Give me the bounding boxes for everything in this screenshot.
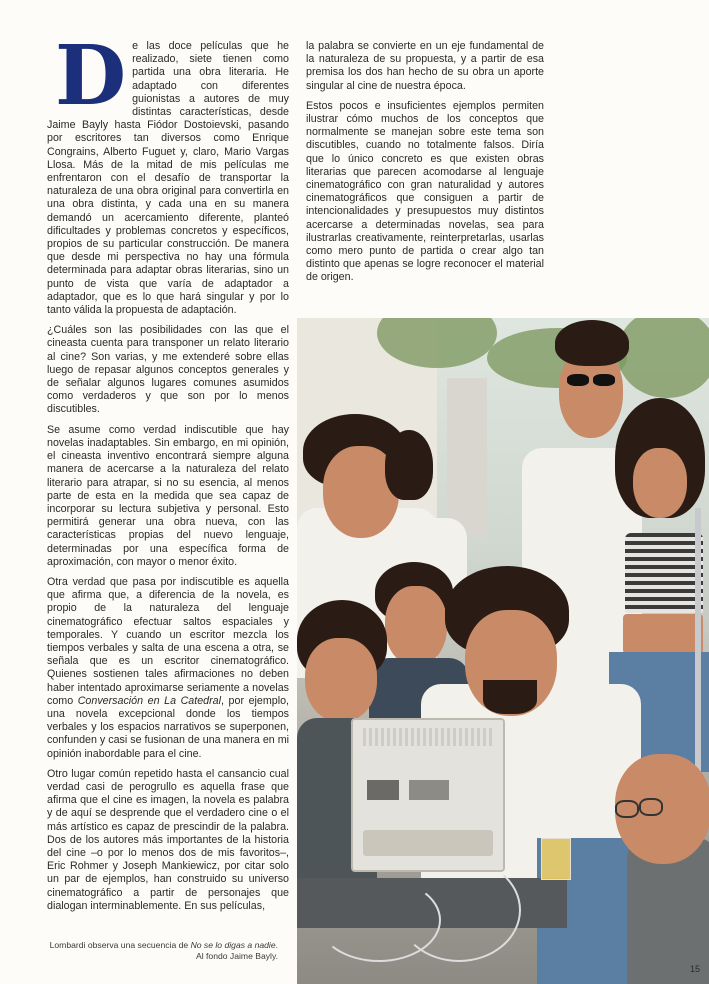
standing-man-hair	[555, 320, 629, 366]
dropcap-letter: D	[55, 28, 127, 124]
striped-top	[625, 533, 703, 613]
light-stand	[695, 508, 701, 808]
woman-right-face	[633, 448, 687, 518]
paragraph-1	[47, 28, 289, 317]
paragraph-3: Se asume como verdad indiscutible que hay novelas inadaptables. Sin embargo, en mi opinión, el cineasta inventivo encontrará siempre alguna manera de acercarse a la naturaleza del relato literario para atrapar, si no su esencia, al menos parte de esta en la medida que sea capaz de incorporar su lectura subjetiva y personal. Esto permitirá generar una obra nueva, con las características propias del nuevo lenguaje, determinadas por una específica forma de aproximación, con mayor o menor éxito.	[47, 423, 289, 568]
photo-caption	[40, 940, 278, 962]
paragraph-7: Estos pocos e insuficientes ejemplos permiten ilustrar cómo muchos de los conceptos que normalmente se manejan sobre este tema son discutibles, cuando no totalmente falsos. Diría que lo único concreto es que existen obras literarias que parecen acomodarse al lenguaje cinematográfico con gran naturalidad y autores cinematográficos que consiguen a partir de intencionalidades y presupuestos muy distintos acercarse a determinadas novelas, sea para ilustrarlas creativamente, reinterpretarlas, usarlas como mero punto de partida o crear algo tan distinto que apenas se logre reconocer el material de origen.	[306, 99, 544, 284]
paragraph-5: Otro lugar común repetido hasta el cansancio cual verdad casi de perogrullo es aquella frase que afirma que el cine es imagen, la novela es palabra y de aquí se desprende que el verdadero cine o el más artístico es capaz de prescindir de la palabra. Dos de los autores más importantes de la historia del cine –o por lo menos dos de mis favoritos–, Eric Rohmer y Joseph Mankiewicz, por citar solo un par de ejemplos, han construido su universo cinematográfico a partir de personajes que dialogan interminablemente. En sus películas,	[47, 767, 289, 912]
article-column-left	[47, 28, 289, 920]
monitor-label-plate	[367, 780, 399, 800]
woman-right-waist	[623, 614, 703, 654]
novel-title: Conversación en La Catedral	[77, 694, 221, 707]
caption-line-2: Al fondo Jaime Bayly.	[196, 951, 278, 961]
eyeglasses-icon	[615, 800, 639, 818]
paragraph-4: Otra verdad que pasa por indiscutible es aquella que afirma que, a diferencia de la novela, es propio de la naturaleza del lenguaje cinematográfico efectuar saltos espaciales y temporales. Y cuando un escritor mezcla los tiempos verbales y salta de una escena a otra, se señala que es un escritor cinematográfico. Quienes sostienen tales afirmaciones no deben haber intentado aproximarse seriamente a novelas como Conversación en La Catedral, por ejemplo, una novela excepcional donde los tiempos verbales y los espacios narrativos se superponen, confunden y casi se fusionan de una manera en mi opinión inabordable para el cine.	[47, 575, 289, 760]
young-man-face	[305, 638, 377, 722]
director-beard	[483, 680, 537, 714]
eyeglasses-icon	[639, 798, 663, 816]
paragraph-2: ¿Cuáles son las posibilidades con las que el cineasta cuenta para transponer un relato literario al cine? Son varias, y me extenderé sobre ellas luego de repasar algunos conceptos generales y de señalar algunos lugares comunes asumidos como verdaderos y que son por lo menos discutibles.	[47, 324, 289, 416]
woman-back-hair	[385, 430, 433, 500]
sunglasses-icon	[567, 374, 589, 386]
video-monitor	[351, 718, 505, 872]
pillar	[447, 378, 487, 538]
drinking-glass	[541, 838, 571, 880]
middle-woman-face	[385, 586, 447, 666]
paragraph-6: la palabra se convierte en un eje fundamental de la naturaleza de su propuesta, y a partir de esa premisa los dos han hecho de su obra un aporte singular al cine de nuestra época.	[306, 40, 544, 92]
film-title: No se lo digas a nadie	[190, 940, 276, 950]
monitor-label-plate	[409, 780, 449, 800]
sunglasses-icon	[593, 374, 615, 386]
article-column-right	[306, 40, 544, 292]
monitor-control-panel	[363, 830, 493, 856]
film-set-photograph	[297, 318, 709, 984]
foliage	[617, 318, 709, 398]
page-number: 15	[690, 964, 701, 974]
caption-line-1: Lombardi observa una secuencia de No se lo digas a nadie.	[49, 940, 278, 950]
monitor-vent	[363, 728, 493, 746]
paragraph-1-text: e las doce películas que he realizado, siete tienen como partida una obra literaria. He adaptado con diferentes guionistas a autores de muy distintas características, desde Jaime Bayly hasta Fiódor Dostoievski, pasando por escritores tan diversos como Enrique Congrains, Alberto Fuguet y, claro, Mario Vargas Llosa. Más de la mitad de mis películas me enfrentaron con el desafío de transportar la naturaleza de una obra original para convertirla en una obra distinta, y cada una en su manera demandó un acercamiento diferente, planteó dificultades y problemas concretos y específicos, propios de su particular construcción. De manera que desde mi perspectiva no hay una fórmula determinada para adaptar obras literarias, sino un punto de vista que varía de adaptador a adaptador, que es lo que hará singular y por lo tanto válida la propuesta de adaptación.	[47, 40, 289, 317]
cable	[317, 878, 441, 962]
